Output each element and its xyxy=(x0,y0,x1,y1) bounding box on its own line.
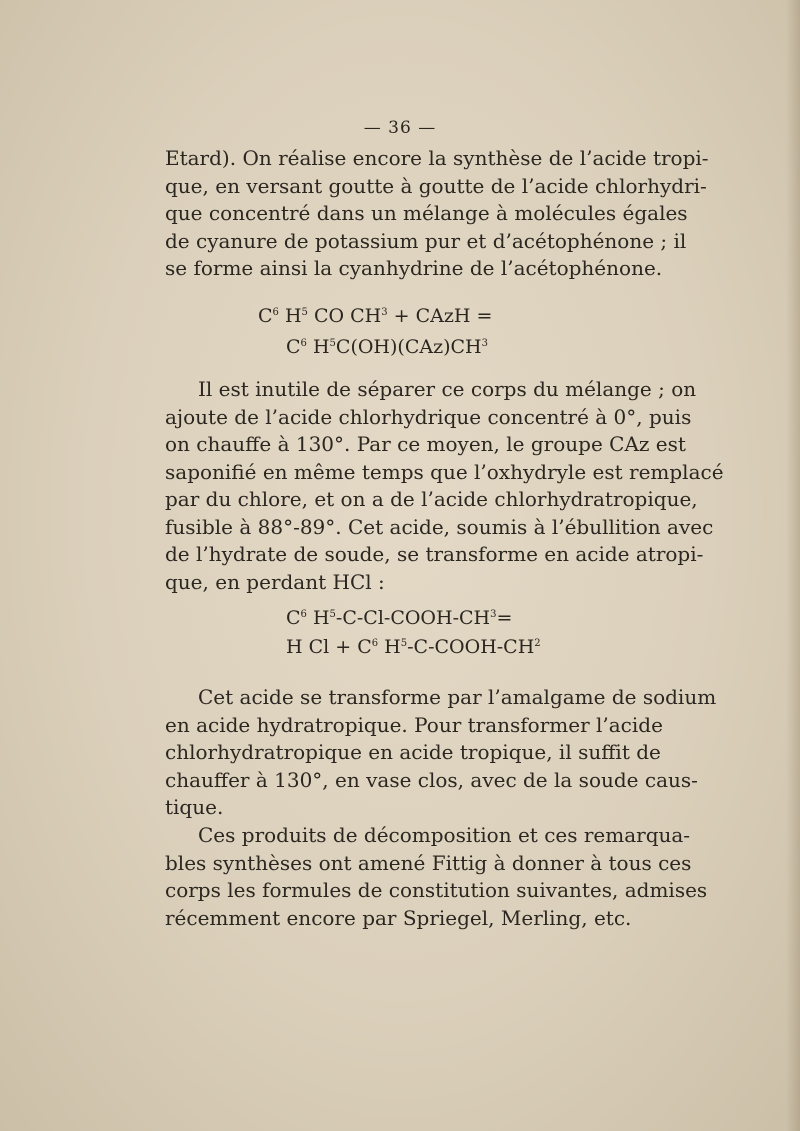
text-line: se forme ainsi la cyanhydrine de l’acétophénone. xyxy=(165,256,663,280)
text-line: corps les formules de constitution suivantes, admises xyxy=(165,878,708,902)
text-line: Ces produits de décomposition et ces remarqua- xyxy=(198,823,691,847)
equation-line: $C^6$ $H^5C(OH)(CAz)CH^3$ xyxy=(286,336,488,358)
text-line: que, en versant goutte à goutte de l’acide chlorhydri- xyxy=(165,173,707,198)
text-line: Etard). On réalise encore la synthèse de l’acide tropi- xyxy=(165,146,709,170)
text-line: que concentré dans un mélange à molécules égales xyxy=(165,201,688,225)
text-line: en acide hydratropique. Pour transformer l’acide xyxy=(165,712,663,737)
equation-line: H $Cl + C^6$ $H^5-C-COOH-CH^2$ xyxy=(286,636,541,658)
text-line: que, en perdant HCl : xyxy=(165,569,385,594)
paragraph-1 xyxy=(165,145,709,283)
paragraph-2 xyxy=(165,376,724,596)
paragraph-3 xyxy=(165,684,717,822)
page-edge-shadow xyxy=(786,0,800,1131)
text-line: Cet acide se transforme par l’amalgame de sodium xyxy=(198,685,717,709)
text-line: bles synthèses ont amené Fittig à donner à tous ces xyxy=(165,850,692,875)
text-line: Il est inutile de séparer ce corps du mélange ; on xyxy=(198,377,697,401)
paragraph-4 xyxy=(165,822,708,932)
text-line: fusible à 88°-89°. Cet acide, soumis à l’ébullition avec xyxy=(165,514,714,539)
text-line: chlorhydratropique en acide tropique, il suffit de xyxy=(165,740,661,764)
text-line: de l’hydrate de soude, se transforme en acide atropi- xyxy=(165,542,704,566)
text-line: tique. xyxy=(165,795,224,819)
equation-line: $C^6$ $H^5$ CO $CH^3$ + CAzH = xyxy=(258,305,493,327)
text-line: de cyanure de potassium pur et d’acétophénone ; il xyxy=(165,228,687,253)
text-line: par du chlore, et on a de l’acide chlorhydratropique, xyxy=(165,487,698,511)
page-number: — 36 — xyxy=(363,118,437,138)
text-line: on chauffe à 130°. Par ce moyen, le groupe CAz est xyxy=(165,432,686,456)
text-line: ajoute de l’acide chlorhydrique concentré à 0°, puis xyxy=(165,404,692,429)
equation-line: $C^6$ $H^5-C-Cl-COOH-CH^3=$ xyxy=(286,607,513,629)
text-line: chauffer à 130°, en vase clos, avec de la soude caus- xyxy=(165,767,698,792)
text-line: récemment encore par Spriegel, Merling, etc. xyxy=(165,905,632,930)
text-line: saponifié en même temps que l’oxhydryle est remplacé xyxy=(165,459,724,484)
